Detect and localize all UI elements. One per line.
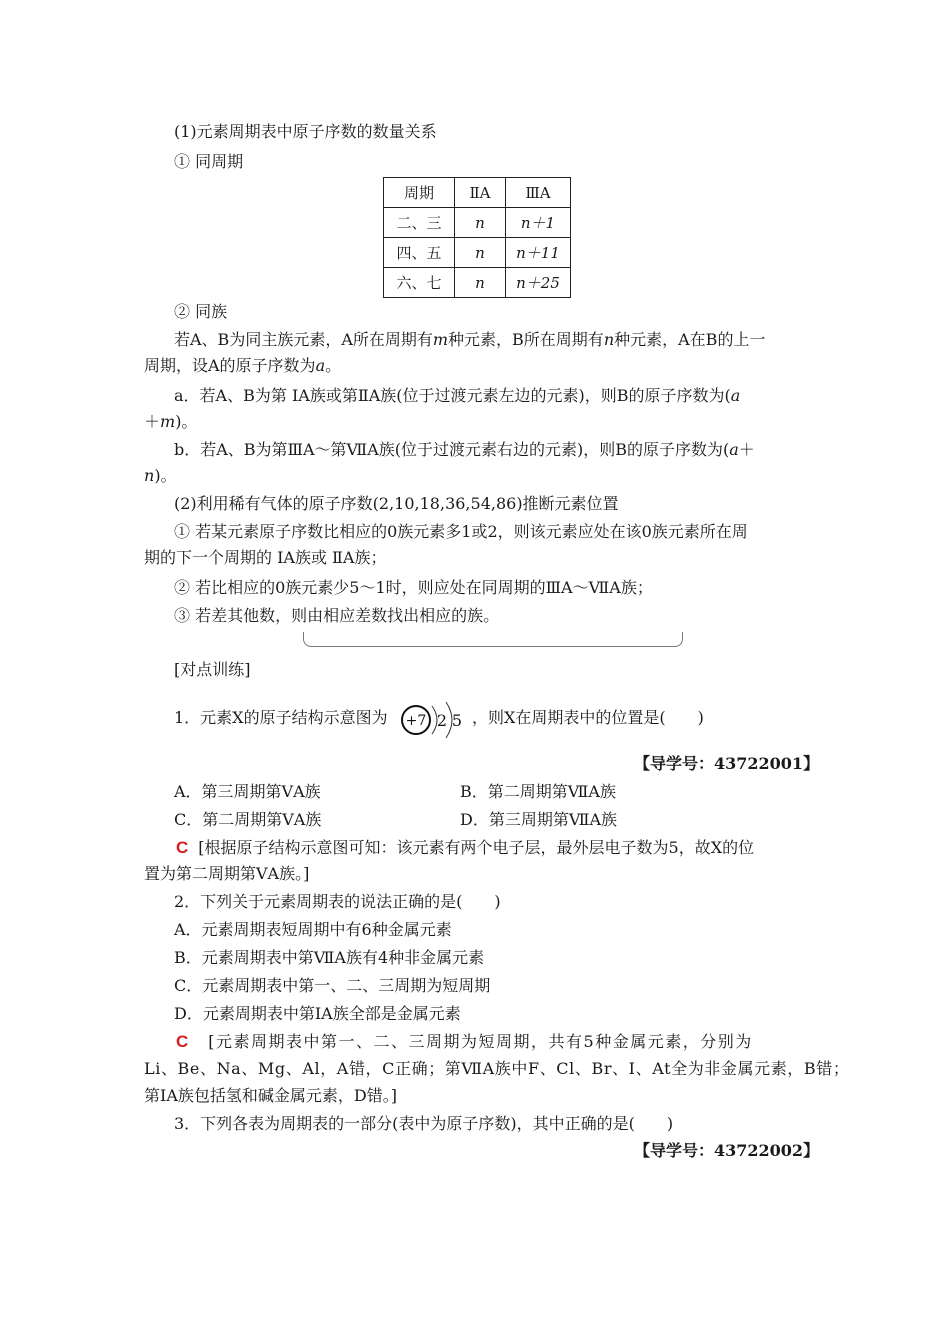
same-period-heading: ① 同周期: [174, 152, 244, 171]
text: [元素周期表中第一、二、三周期为短周期，共有5种金属元素，分别为: [208, 1032, 753, 1051]
option-b: B．第二周期第ⅦA族: [460, 782, 616, 801]
rule-line: ③ 若差其他数，则由相应差数找出相应的族。: [174, 606, 500, 625]
table-cell: n＋1: [506, 208, 571, 238]
explanation-line: 第ⅠA族包括氢和碱金属元素，D错。]: [144, 1086, 397, 1105]
question-1-stem: 1．元素X的原子结构示意图为: [174, 708, 388, 727]
answer-letter: C: [176, 1032, 189, 1051]
table-header: 周期: [384, 178, 455, 208]
answer-letter: C: [176, 838, 189, 857]
table-cell: n: [455, 268, 506, 298]
text: )。: [154, 466, 177, 485]
question-1-stem-end: ，则X在周期表中的位置是( ): [472, 708, 704, 727]
paragraph-line: [174, 330, 765, 350]
guide-number: 【导学号：43722002】: [634, 1141, 820, 1160]
shell-electrons: 5: [451, 711, 463, 730]
variable: m: [432, 330, 449, 349]
table-cell: n＋11: [506, 238, 571, 268]
explanation-line: Li、Be、Na、Mg、Al，A错，C正确；第ⅦA族中F、Cl、Br、I、At全为非金属元素，B错；: [144, 1059, 850, 1078]
section2-title: (2)利用稀有气体的原子序数(2,10,18,36,54,86)推断元素位置: [174, 494, 619, 513]
text: 。: [325, 356, 342, 375]
variable: a: [729, 440, 739, 459]
table-cell: n＋25: [506, 268, 571, 298]
rule-a-line: [174, 386, 740, 406]
option-c: C．元素周期表中第一、二、三周期为短周期: [174, 976, 491, 995]
table-row: [384, 238, 571, 268]
rule-line: 期的下一个周期的 ⅠA族或 ⅡA族；: [144, 548, 387, 567]
text: 种元素，A在B的上一: [614, 330, 766, 349]
text: b．若A、B为第ⅢA～第ⅦA族(位于过渡元素右边的元素)，则B的原子序数为(: [174, 440, 730, 459]
table-cell: 四、五: [384, 238, 455, 268]
table-header: ⅢA: [506, 178, 571, 208]
same-group-heading: ② 同族: [174, 302, 228, 321]
table-cell: 六、七: [384, 268, 455, 298]
text: 若A、B为同主族元素，A所在周期有: [174, 330, 433, 349]
option-b: B．元素周期表中第ⅦA族有4种非金属元素: [174, 948, 485, 967]
explanation-line: [176, 1032, 753, 1052]
table-cell: n: [455, 238, 506, 268]
rule-b-line: [144, 466, 177, 486]
period-table: [383, 177, 571, 298]
text: )。: [175, 412, 198, 431]
section1-title: (1)元素周期表中原子序数的数量关系: [174, 122, 437, 141]
atom-structure-diagram: [396, 700, 474, 740]
variable: n: [603, 330, 615, 349]
table-row: [384, 208, 571, 238]
question-3-stem: 3．下列各表为周期表的一部分(表中为原子序数)，其中正确的是( ): [174, 1114, 674, 1133]
option-d: D．第三周期第ⅦA族: [460, 810, 618, 829]
variable: m: [160, 412, 176, 431]
text: ＋: [738, 440, 755, 459]
text: a．若A、B为第 ⅠA族或第ⅡA族(位于过渡元素左边的元素)，则B的原子序数为(: [174, 386, 731, 405]
table-header: ⅡA: [455, 178, 506, 208]
nucleus-charge: +7: [405, 713, 427, 729]
table-row: [384, 268, 571, 298]
section-divider: [303, 632, 683, 647]
shell-electrons: 2: [436, 711, 448, 730]
text: 种元素，B所在周期有: [448, 330, 604, 349]
text: ＋: [144, 412, 161, 431]
guide-number: 【导学号：43722001】: [634, 754, 820, 773]
table-cell: n: [455, 208, 506, 238]
paragraph-line: [144, 356, 341, 376]
rule-b-line: [174, 440, 755, 460]
option-a: A．第三周期第ⅤA族: [174, 782, 321, 801]
variable: n: [144, 466, 155, 485]
text: 周期，设A的原子序数为: [144, 356, 316, 375]
question-2-stem: 2．下列关于元素周期表的说法正确的是( ): [174, 892, 501, 911]
table-cell: 二、三: [384, 208, 455, 238]
training-heading: [对点训练]: [174, 660, 251, 679]
explanation-line: 置为第二周期第ⅤA族。]: [144, 864, 310, 883]
option-d: D．元素周期表中第ⅠA族全部是金属元素: [174, 1004, 461, 1023]
option-c: C．第二周期第ⅤA族: [174, 810, 322, 829]
rule-line: ① 若某元素原子序数比相应的0族元素多1或2，则该元素应处在该0族元素所在周: [174, 522, 748, 541]
rule-a-line: [144, 412, 197, 432]
option-a: A．元素周期表短周期中有6种金属元素: [174, 920, 452, 939]
explanation-line: [176, 838, 754, 858]
table-header-row: [384, 178, 571, 208]
variable: a: [730, 386, 741, 405]
text: [根据原子结构示意图可知：该元素有两个电子层，最外层电子数为5，故X的位: [198, 838, 755, 857]
variable: a: [315, 356, 326, 375]
rule-line: ② 若比相应的0族元素少5～1时，则应处在同周期的ⅢA～ⅦA族；: [174, 578, 653, 597]
